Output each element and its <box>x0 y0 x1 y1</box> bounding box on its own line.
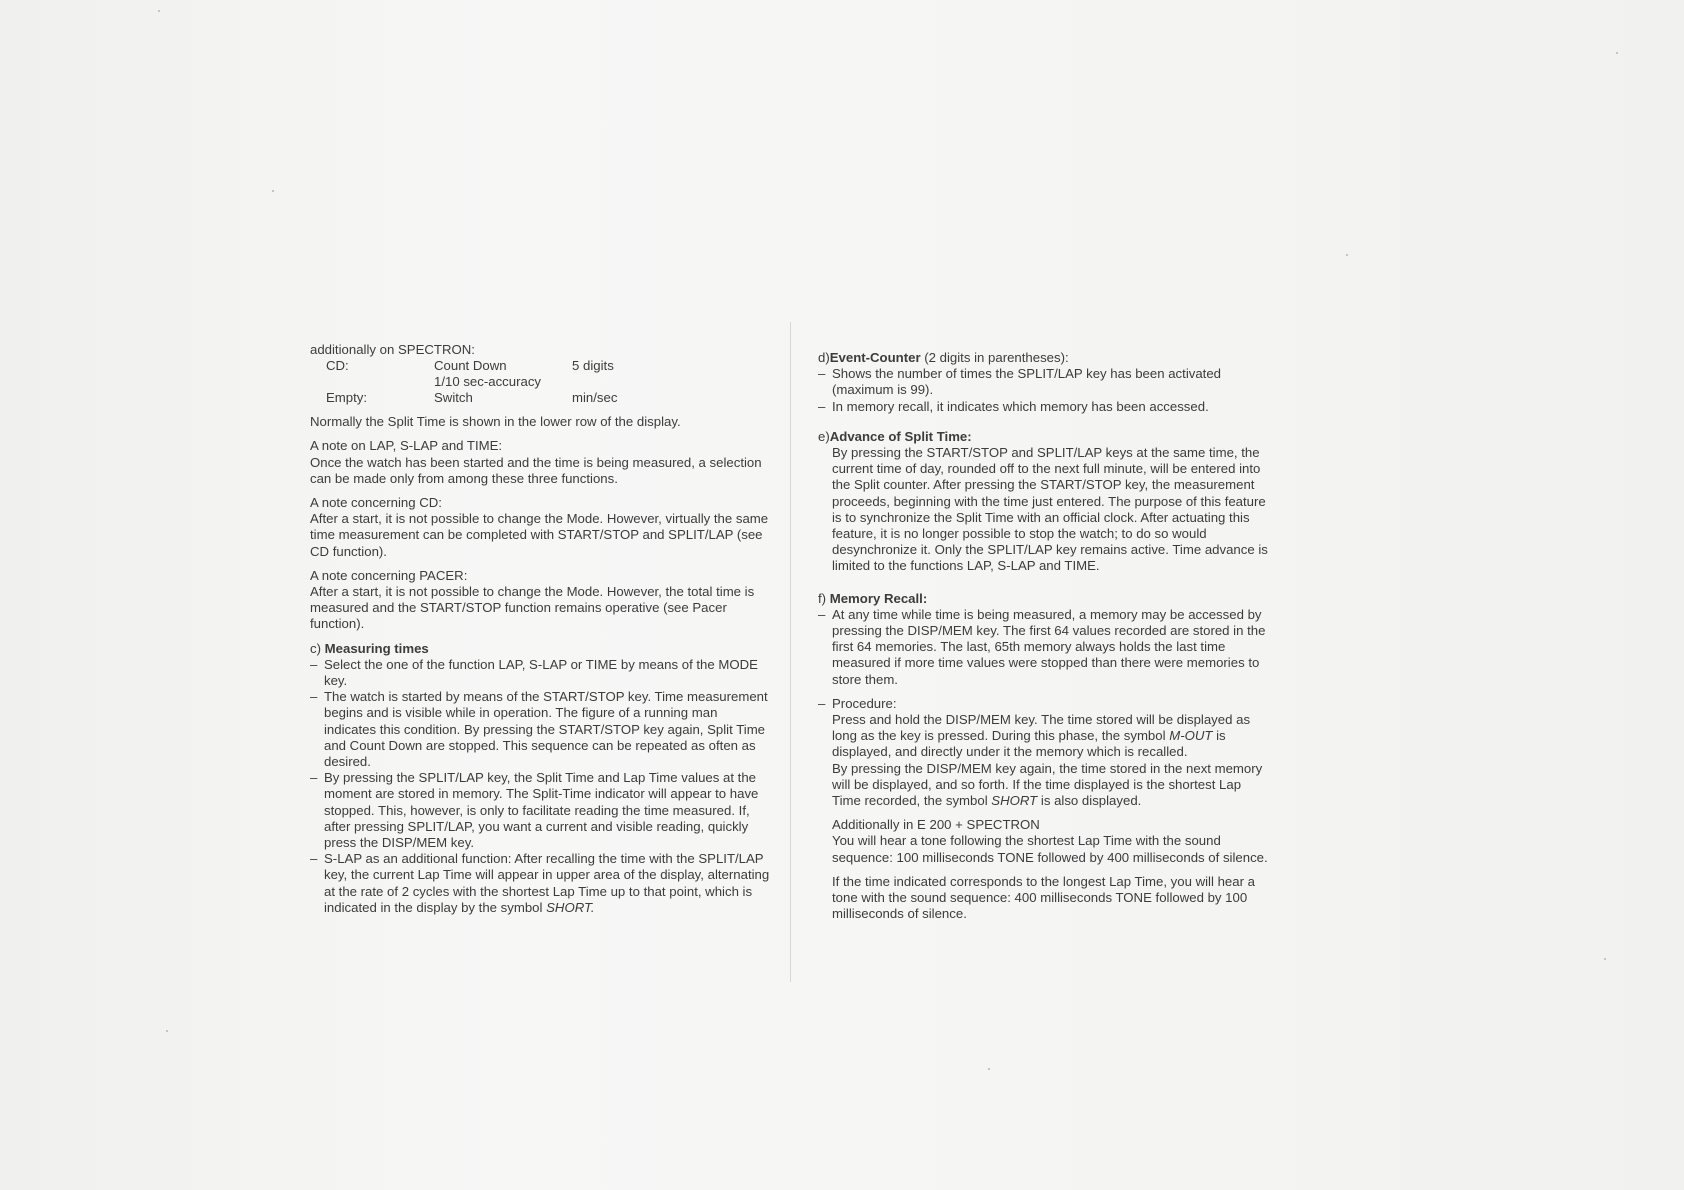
spec-label: Switch <box>434 390 473 406</box>
column-divider <box>790 322 791 982</box>
left-column <box>310 342 770 916</box>
list-item <box>310 851 770 916</box>
spec-row <box>326 358 617 374</box>
short-symbol: SHORT. <box>546 899 595 915</box>
spec-row <box>326 374 617 390</box>
list-item: – Shows the number of times the SPLIT/LAP key has been activated (maximum is 99). <box>818 366 1273 398</box>
note-cd <box>310 495 770 560</box>
section-number: f) <box>818 590 827 606</box>
spec-key <box>326 374 434 390</box>
spec-label: 1/10 sec-accuracy <box>434 374 542 390</box>
section-number: c) <box>310 640 321 656</box>
advance-split-text: By pressing the START/STOP and SPLIT/LAP keys at the same time, the current time of day, rounded off to the next full minute, will be entered into the Split counter. After pressing the START/STOP key, the measurement proceeds, beginning with the time just entered. The purpose of this feature is to synchronize the Split Time with an official clock. After actuating this feature, it is no longer possible to stop the watch; to do so would desynchronize it. Only the SPLIT/LAP key remains active. Time advance is limited to the functions LAP, S-LAP and TIME. <box>832 445 1268 574</box>
procedure-title: Procedure: <box>832 695 897 711</box>
section-title: Advance of Split Time: <box>829 428 972 444</box>
note-pacer <box>310 568 770 633</box>
list-item: – In memory recall, it indicates which memory has been accessed. <box>818 399 1273 415</box>
section-subtitle: (2 digits in parentheses): <box>920 350 1069 365</box>
list-item: – By pressing the SPLIT/LAP key, the Split Time and Lap Time values at the moment are stored in memory. The Split-Time indicator will appear to have stopped. This, however, is only to facilitate reading the time measured. If, after pressing SPLIT/LAP, you want a current and visible reading, quickly press the DISP/MEM key. <box>310 770 770 851</box>
note-pacer-title: A note concerning PACER: <box>310 567 468 583</box>
right-column <box>818 350 1273 923</box>
note-lap <box>310 438 770 487</box>
list-item-text: S-LAP as an additional function: After recalling the time with the SPLIT/LAP key, the current Lap Time will appear in upper area of the display, alternating at the rate of 2 cycles with the shortest Lap Time up to that point, which is indicated in the display by the symbol <box>324 851 770 915</box>
scan-speck <box>272 190 274 192</box>
spec-key: CD: <box>326 358 349 374</box>
m-out-symbol: M-OUT <box>1169 728 1213 744</box>
spec-label: Count Down <box>434 358 507 374</box>
list-item: – The watch is started by means of the START/STOP key. Time measurement begins and is visible while in operation. The figure of a running man indicates this condition. By pressing the START/STOP key again, Split Time and Count Down are stopped. This sequence can be repeated as often as desired. <box>310 689 770 770</box>
section-title: Memory Recall: <box>829 590 928 606</box>
additional-text: You will hear a tone following the shortest Lap Time with the sound sequence: 100 milliseconds TONE followed by 400 milliseconds of silence. <box>832 833 1268 865</box>
longest-lap-text: If the time indicated corresponds to the longest Lap Time, you will hear a tone with the sound sequence: 400 milliseconds TONE followed by 100 milliseconds of silence. <box>832 873 1255 922</box>
measuring-list <box>310 657 770 916</box>
section-heading <box>818 429 1273 445</box>
scan-speck <box>1346 254 1348 256</box>
note-cd-text: After a start, it is not possible to change the Mode. However, virtually the same time measurement can be completed with START/STOP and SPLIT/LAP (see CD function). <box>310 511 769 559</box>
list-item: – At any time while time is being measured, a memory may be accessed by pressing the DISP/MEM key. The first 64 values recorded are stored in the first 64 memories. The last, 65th memory always holds the last time measured if more time values were stopped than there were memories to store them. <box>818 607 1273 688</box>
section-heading <box>818 591 1273 607</box>
section-advance-split <box>818 429 1273 575</box>
list-item-procedure <box>818 696 1273 712</box>
scan-speck <box>1604 958 1606 960</box>
event-counter-list <box>818 366 1273 415</box>
section-number: d) <box>818 350 830 365</box>
section-title: Measuring times <box>324 640 429 656</box>
spec-value: 5 digits <box>572 358 614 374</box>
section-title: Event-Counter <box>829 350 921 365</box>
note-cd-title: A note concerning CD: <box>310 495 442 511</box>
procedure-body <box>818 712 1273 922</box>
procedure-text: is also displayed. <box>1040 793 1142 809</box>
section-memory-recall <box>818 591 1273 923</box>
memory-recall-list <box>818 607 1273 712</box>
spec-value: min/sec <box>572 390 618 406</box>
split-time-note: Normally the Split Time is shown in the lower row of the display. <box>310 414 681 430</box>
scan-speck <box>988 1068 990 1070</box>
section-event-counter <box>818 350 1273 415</box>
additional-title: Additionally in E 200 + SPECTRON <box>832 817 1040 833</box>
scan-speck <box>166 1030 168 1032</box>
procedure-text: Press and hold the DISP/MEM key. The time stored will be displayed as long as the key is pressed. During this phase, the symbol <box>832 712 1251 744</box>
procedure-step-2 <box>832 761 1273 810</box>
procedure-text: By pressing the DISP/MEM key again, the time stored in the next memory will be displayed, and so forth. If the time displayed is the shortest Lap Time recorded, the symbol <box>832 760 1263 809</box>
procedure-text: is displayed, and directly under it the memory which is recalled. <box>832 728 1226 760</box>
scan-speck <box>158 10 160 12</box>
section-heading <box>310 641 770 657</box>
spec-value <box>572 374 617 390</box>
note-lap-text: Once the watch has been started and the time is being measured, a selection can be made only from among these three functions. <box>310 454 762 486</box>
spectron-intro: additionally on SPECTRON: <box>310 342 475 357</box>
short-symbol: SHORT <box>991 793 1038 809</box>
section-number: e) <box>818 428 830 444</box>
section-measuring-times <box>310 641 770 916</box>
list-item: – Select the one of the function LAP, S-LAP or TIME by means of the MODE key. <box>310 657 770 689</box>
spec-key: Empty: <box>326 390 368 406</box>
scan-speck <box>1616 52 1618 54</box>
note-pacer-text: After a start, it is not possible to change the Mode. However, the total time is measured and the START/STOP function remains operative (see Pacer function). <box>310 584 755 632</box>
spec-row <box>326 390 617 406</box>
spectron-spec-table <box>326 358 617 406</box>
note-lap-title: A note on LAP, S-LAP and TIME: <box>310 438 503 454</box>
procedure-step-1 <box>832 712 1273 761</box>
section-heading <box>818 350 1273 366</box>
